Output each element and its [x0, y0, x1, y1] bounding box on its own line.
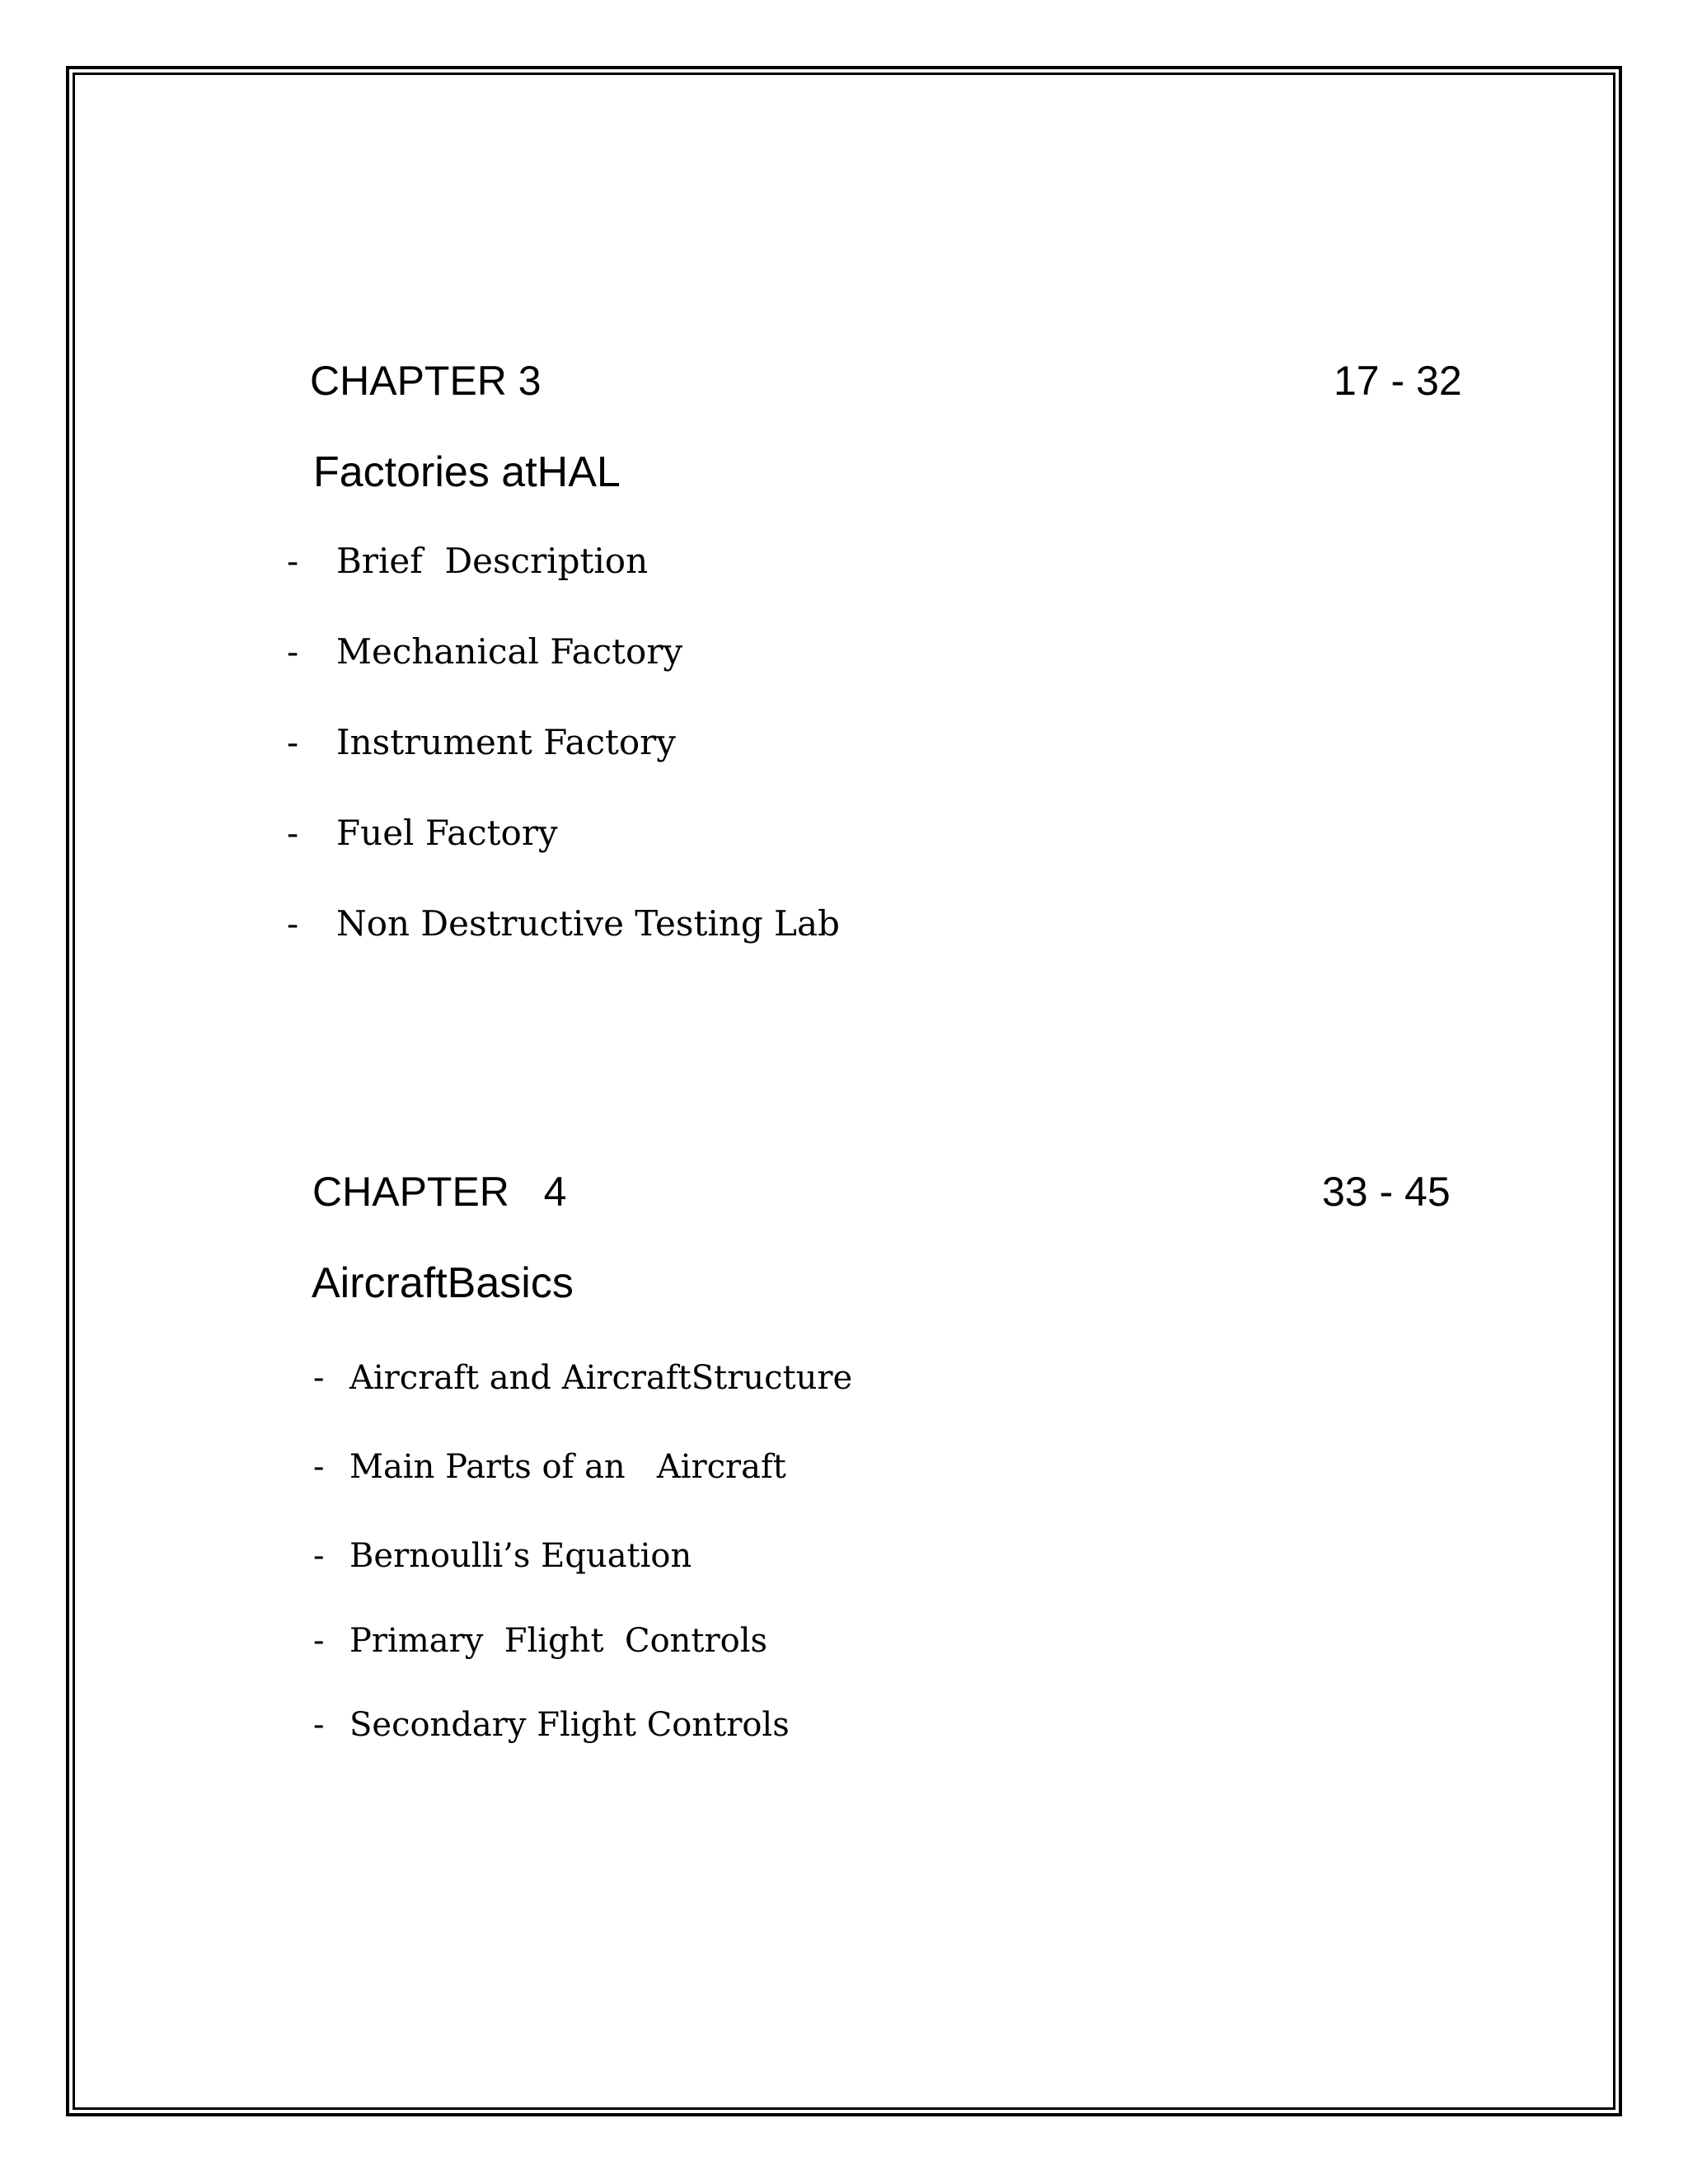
- chapter-4-item-5-dash: -: [313, 1706, 325, 1744]
- chapter-3-item-2: Mechanical Factory: [336, 631, 683, 672]
- chapter-3-item-1-dash: -: [287, 541, 299, 581]
- chapter-3-heading: CHAPTER 3: [310, 358, 542, 404]
- chapter-4-item-4: Primary Flight Controls: [349, 1622, 768, 1660]
- chapter-3-title: Factories atHAL: [313, 448, 621, 496]
- chapter-4-heading: CHAPTER 4: [312, 1169, 567, 1215]
- chapter-4-page-range: 33 - 45: [1322, 1169, 1451, 1215]
- chapter-4-item-2-dash: -: [313, 1448, 325, 1486]
- chapter-3-item-4-dash: -: [287, 813, 299, 853]
- chapter-3-item-2-dash: -: [287, 631, 299, 672]
- chapter-4-item-4-dash: -: [313, 1622, 325, 1660]
- chapter-3-item-3-dash: -: [287, 722, 299, 762]
- chapter-3-item-5: Non Destructive Testing Lab: [336, 903, 840, 944]
- chapter-4-item-5: Secondary Flight Controls: [349, 1706, 790, 1744]
- chapter-4-item-1-dash: -: [313, 1359, 325, 1397]
- chapter-4-title: AircraftBasics: [312, 1259, 574, 1307]
- chapter-4-item-3: Bernoulli’s Equation: [349, 1537, 692, 1575]
- chapter-4-item-3-dash: -: [313, 1537, 325, 1575]
- chapter-3-item-5-dash: -: [287, 903, 299, 944]
- chapter-3-item-3: Instrument Factory: [336, 722, 676, 762]
- chapter-3-item-1: Brief Description: [336, 541, 649, 581]
- chapter-4-item-1: Aircraft and AircraftStructure: [349, 1359, 853, 1397]
- chapter-4-item-2: Main Parts of an Aircraft: [349, 1448, 786, 1486]
- chapter-3-item-4: Fuel Factory: [336, 813, 558, 853]
- chapter-3-page-range: 17 - 32: [1334, 358, 1462, 404]
